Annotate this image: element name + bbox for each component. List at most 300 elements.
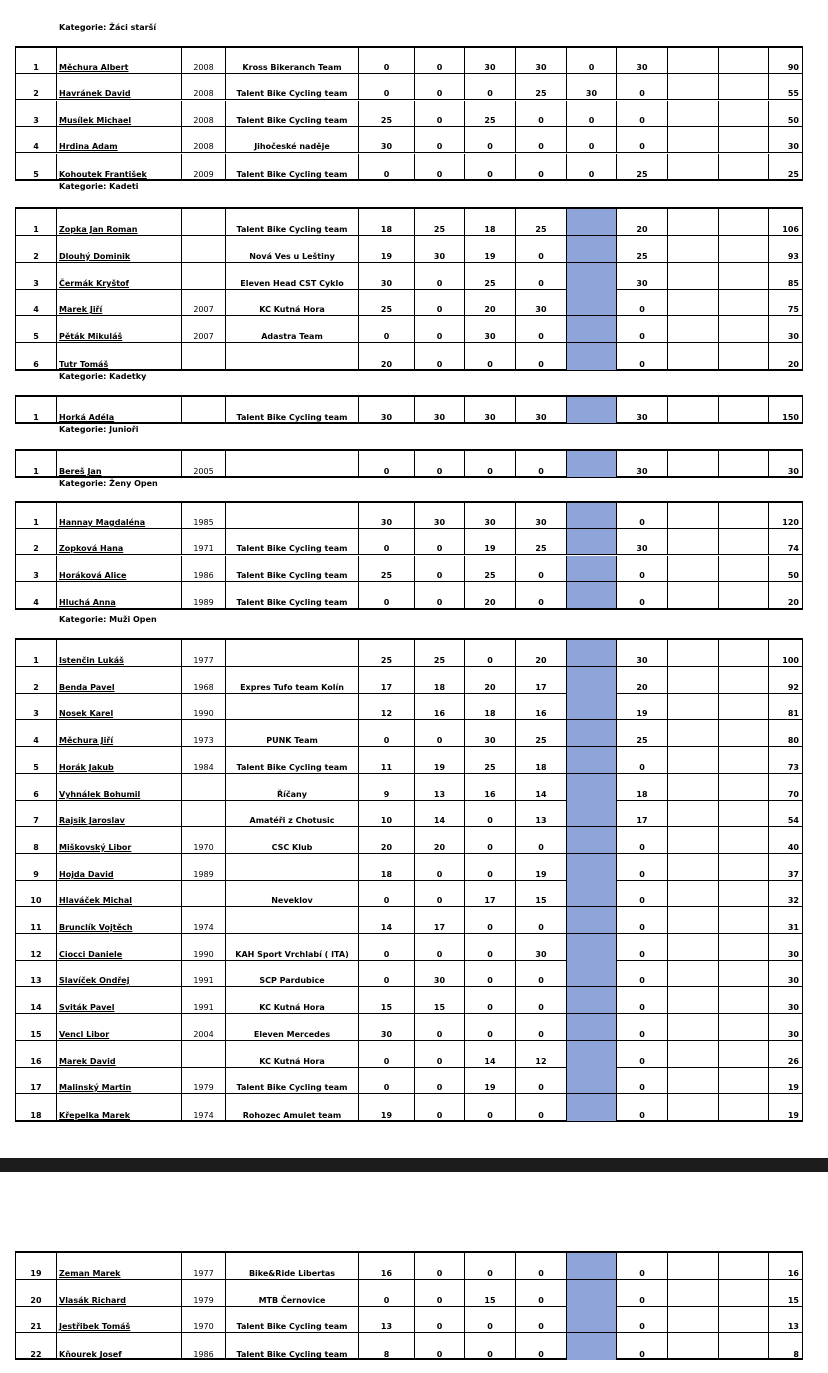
r8-cell [719, 1014, 769, 1040]
r8-cell [719, 1094, 769, 1121]
rank-cell: 19 [16, 1253, 57, 1279]
r5-cell [567, 1067, 617, 1093]
r6-cell: 25 [617, 154, 668, 180]
table-row [16, 854, 802, 881]
name-cell: Kňourek Josef [57, 1333, 182, 1360]
r6-cell: 0 [617, 1094, 668, 1121]
r2-cell: 18 [415, 667, 465, 693]
r3-cell: 17 [465, 880, 516, 906]
rank-cell: 5 [16, 316, 57, 342]
r2-cell: 0 [415, 1253, 465, 1279]
r2-cell: 0 [415, 880, 465, 906]
rank-cell: 11 [16, 907, 57, 933]
r7-cell [668, 154, 719, 180]
rank-cell: 4 [16, 720, 57, 746]
r3-cell: 0 [465, 1333, 516, 1360]
r8-cell [719, 289, 769, 315]
total-cell: 30 [787, 332, 799, 341]
table-row [16, 1094, 802, 1121]
r2-cell: 0 [415, 1067, 465, 1093]
r2-cell: 0 [415, 316, 465, 342]
total-cell: 19 [787, 1111, 799, 1120]
team-cell: Bike&Ride Libertas [226, 1253, 359, 1279]
r5-cell [567, 907, 617, 933]
r1-cell: 0 [359, 451, 415, 477]
r2-cell: 0 [415, 1333, 465, 1360]
r3-cell: 18 [465, 693, 516, 719]
r4-cell: 17 [516, 667, 567, 693]
results-table [15, 46, 803, 181]
r5-cell [567, 934, 617, 960]
r5-cell [567, 747, 617, 773]
year-cell [182, 1041, 226, 1067]
r2-cell: 0 [415, 1014, 465, 1040]
team-cell: CSC Klub [226, 827, 359, 853]
team-cell: Talent Bike Cycling team [226, 397, 359, 423]
rank-cell: 2 [16, 236, 57, 262]
rank-cell: 6 [16, 343, 57, 370]
r4-cell: 0 [516, 1094, 567, 1121]
year-cell [182, 880, 226, 906]
r1-cell: 8 [359, 1333, 415, 1360]
table-row [16, 263, 802, 290]
r3-cell: 18 [465, 209, 516, 235]
total-cell: 19 [787, 1083, 799, 1092]
r1-cell: 0 [359, 960, 415, 986]
r7-cell [668, 1014, 719, 1040]
r3-cell: 0 [465, 907, 516, 933]
r6-cell: 0 [617, 987, 668, 1013]
year-cell: 1979 [182, 1280, 226, 1306]
r7-cell [668, 1067, 719, 1093]
r5-cell [567, 827, 617, 853]
total-cell: 92 [787, 683, 799, 692]
r2-cell: 20 [415, 827, 465, 853]
r5-cell [567, 1014, 617, 1040]
total-cell: 150 [782, 413, 799, 422]
r8-cell [719, 720, 769, 746]
total-cell: 15 [787, 1296, 799, 1305]
name-cell: Horák Jakub [57, 747, 182, 773]
r1-cell: 16 [359, 1253, 415, 1279]
rank-cell: 1 [16, 451, 57, 477]
r5-cell: 30 [567, 74, 617, 99]
year-cell [182, 209, 226, 235]
r4-cell: 12 [516, 1041, 567, 1067]
r6-cell: 17 [617, 800, 668, 826]
rank-cell: 1 [16, 503, 57, 528]
r3-cell: 14 [465, 1041, 516, 1067]
rank-cell: 3 [16, 556, 57, 581]
r5-cell [567, 503, 617, 528]
r7-cell [668, 503, 719, 528]
team-cell: Nová Ves u Leštiny [226, 236, 359, 262]
team-cell: KC Kutná Hora [226, 987, 359, 1013]
r2-cell: 0 [415, 582, 465, 608]
team-cell: MTB Černovice [226, 1280, 359, 1306]
r7-cell [668, 827, 719, 853]
r4-cell: 0 [516, 127, 567, 152]
r8-cell [719, 154, 769, 180]
table-row [16, 451, 802, 477]
r4-cell: 0 [516, 1253, 567, 1279]
results-table [15, 207, 803, 371]
team-cell: Talent Bike Cycling team [226, 747, 359, 773]
total-cell: 70 [787, 790, 799, 799]
name-cell: Dlouhý Dominik [57, 236, 182, 262]
r1-cell: 0 [359, 1280, 415, 1306]
r2-cell: 0 [415, 343, 465, 370]
name-cell: Musílek Michael [57, 101, 182, 126]
rank-cell: 2 [16, 667, 57, 693]
r6-cell: 0 [617, 827, 668, 853]
category-heading: Kategorie: Junioři [59, 425, 139, 434]
r4-cell: 15 [516, 880, 567, 906]
r3-cell: 0 [465, 800, 516, 826]
category-heading: Kategorie: Muži Open [59, 615, 157, 624]
rank-cell: 7 [16, 800, 57, 826]
year-cell: 1977 [182, 1253, 226, 1279]
r4-cell: 0 [516, 1280, 567, 1306]
name-cell: Rajsik Jaroslav [57, 800, 182, 826]
year-cell: 1971 [182, 529, 226, 554]
r7-cell [668, 101, 719, 126]
r6-cell: 19 [617, 693, 668, 719]
total-cell: 30 [787, 1003, 799, 1012]
table-row [16, 934, 802, 961]
rank-cell: 9 [16, 854, 57, 880]
results-table [15, 638, 803, 1122]
r5-cell [567, 987, 617, 1013]
rank-cell: 5 [16, 747, 57, 773]
r2-cell: 25 [415, 640, 465, 666]
r7-cell [668, 934, 719, 960]
r1-cell: 15 [359, 987, 415, 1013]
r7-cell [668, 397, 719, 423]
r1-cell: 0 [359, 74, 415, 99]
r8-cell [719, 1041, 769, 1067]
r5-cell [567, 1306, 617, 1332]
r1-cell: 0 [359, 1041, 415, 1067]
r8-cell [719, 127, 769, 152]
year-cell: 2008 [182, 127, 226, 152]
r4-cell: 0 [516, 987, 567, 1013]
team-cell: Expres Tufo team Kolín [226, 667, 359, 693]
name-cell: Hlaváček Michal [57, 880, 182, 906]
r6-cell: 18 [617, 774, 668, 800]
table-row [16, 503, 802, 529]
r2-cell: 16 [415, 693, 465, 719]
r3-cell: 0 [465, 827, 516, 853]
rank-cell: 15 [16, 1014, 57, 1040]
year-cell: 1990 [182, 934, 226, 960]
r7-cell [668, 263, 719, 289]
total-cell: 81 [787, 709, 799, 718]
name-cell: Marek David [57, 1041, 182, 1067]
r5-cell [567, 529, 617, 554]
team-cell: Neveklov [226, 880, 359, 906]
name-cell: Pěták Mikuláš [57, 316, 182, 342]
rank-cell: 4 [16, 127, 57, 152]
name-cell: Miškovský Libor [57, 827, 182, 853]
r8-cell [719, 854, 769, 880]
name-cell: Křepelka Marek [57, 1094, 182, 1121]
r2-cell: 0 [415, 289, 465, 315]
team-cell: KAH Sport Vrchlabí ( ITA) [226, 934, 359, 960]
r7-cell [668, 48, 719, 73]
total-cell: 54 [787, 816, 799, 825]
r2-cell: 0 [415, 1280, 465, 1306]
r7-cell [668, 747, 719, 773]
r1-cell: 11 [359, 747, 415, 773]
table-row [16, 236, 802, 263]
name-cell: Tutr Tomáš [57, 343, 182, 370]
total-cell: 55 [787, 89, 799, 98]
r2-cell: 14 [415, 800, 465, 826]
r6-cell: 0 [617, 1306, 668, 1332]
r6-cell: 30 [617, 640, 668, 666]
year-cell: 2007 [182, 289, 226, 315]
r1-cell: 0 [359, 529, 415, 554]
year-cell: 1973 [182, 720, 226, 746]
team-cell: SCP Pardubice [226, 960, 359, 986]
r6-cell: 20 [617, 667, 668, 693]
r8-cell [719, 263, 769, 289]
r7-cell [668, 1280, 719, 1306]
r3-cell: 15 [465, 1280, 516, 1306]
r5-cell [567, 880, 617, 906]
total-cell: 74 [787, 544, 799, 553]
r4-cell: 0 [516, 154, 567, 180]
name-cell: Ciocci Daniele [57, 934, 182, 960]
table-row [16, 1041, 802, 1068]
r2-cell: 30 [415, 960, 465, 986]
r3-cell: 25 [465, 263, 516, 289]
total-cell: 25 [787, 170, 799, 179]
r4-cell: 0 [516, 960, 567, 986]
r2-cell: 17 [415, 907, 465, 933]
table-row [16, 1253, 802, 1280]
rank-cell: 13 [16, 960, 57, 986]
r2-cell: 0 [415, 451, 465, 477]
r1-cell: 0 [359, 934, 415, 960]
r6-cell: 30 [617, 263, 668, 289]
total-cell: 20 [787, 360, 799, 369]
r8-cell [719, 503, 769, 528]
r1-cell: 0 [359, 154, 415, 180]
year-cell: 1989 [182, 582, 226, 608]
r5-cell: 0 [567, 154, 617, 180]
r1-cell: 17 [359, 667, 415, 693]
r1-cell: 25 [359, 101, 415, 126]
r4-cell: 13 [516, 800, 567, 826]
r3-cell: 0 [465, 1253, 516, 1279]
r8-cell [719, 343, 769, 370]
r2-cell: 0 [415, 48, 465, 73]
r2-cell: 0 [415, 263, 465, 289]
total-cell: 26 [787, 1057, 799, 1066]
total-cell: 30 [787, 1030, 799, 1039]
name-cell: Sviták Pavel [57, 987, 182, 1013]
r5-cell: 0 [567, 127, 617, 152]
r8-cell [719, 1253, 769, 1279]
year-cell [182, 343, 226, 370]
r4-cell: 19 [516, 854, 567, 880]
r6-cell: 30 [617, 397, 668, 423]
rank-cell: 4 [16, 582, 57, 608]
r6-cell: 0 [617, 503, 668, 528]
r3-cell: 0 [465, 987, 516, 1013]
team-cell: Talent Bike Cycling team [226, 74, 359, 99]
team-cell: Talent Bike Cycling team [226, 1333, 359, 1360]
year-cell: 1970 [182, 827, 226, 853]
table-row [16, 1014, 802, 1041]
r1-cell: 9 [359, 774, 415, 800]
r5-cell [567, 289, 617, 315]
team-cell: Kross Bikeranch Team [226, 48, 359, 73]
r6-cell: 30 [617, 451, 668, 477]
r8-cell [719, 74, 769, 99]
r2-cell: 0 [415, 1094, 465, 1121]
r3-cell: 0 [465, 934, 516, 960]
name-cell: Zopková Hana [57, 529, 182, 554]
total-cell: 80 [787, 736, 799, 745]
r4-cell: 0 [516, 1333, 567, 1360]
total-cell: 40 [787, 843, 799, 852]
r7-cell [668, 1094, 719, 1121]
r5-cell [567, 720, 617, 746]
name-cell: Horáková Alice [57, 556, 182, 581]
name-cell: Slavíček Ondřej [57, 960, 182, 986]
r5-cell [567, 556, 617, 581]
name-cell: Malinský Martin [57, 1067, 182, 1093]
r5-cell [567, 1041, 617, 1067]
r3-cell: 20 [465, 582, 516, 608]
year-cell: 2008 [182, 101, 226, 126]
rank-cell: 18 [16, 1094, 57, 1121]
total-cell: 8 [793, 1350, 799, 1359]
year-cell: 1986 [182, 1333, 226, 1360]
name-cell: Měchura Jiří [57, 720, 182, 746]
r8-cell [719, 48, 769, 73]
r2-cell: 0 [415, 101, 465, 126]
r7-cell [668, 127, 719, 152]
name-cell: Horká Adéla [57, 397, 182, 423]
r6-cell: 0 [617, 934, 668, 960]
name-cell: Hrdina Adam [57, 127, 182, 152]
r4-cell: 0 [516, 556, 567, 581]
total-cell: 75 [787, 305, 799, 314]
r7-cell [668, 880, 719, 906]
r7-cell [668, 800, 719, 826]
rank-cell: 21 [16, 1306, 57, 1332]
r2-cell: 0 [415, 529, 465, 554]
r5-cell [567, 1333, 617, 1360]
r5-cell [567, 693, 617, 719]
name-cell: Istenčin Lukáš [57, 640, 182, 666]
r6-cell: 20 [617, 209, 668, 235]
results-table [15, 449, 803, 478]
r3-cell: 19 [465, 1067, 516, 1093]
table-row [16, 48, 802, 74]
r3-cell: 16 [465, 774, 516, 800]
table-row [16, 774, 802, 801]
team-cell: Talent Bike Cycling team [226, 1306, 359, 1332]
r8-cell [719, 101, 769, 126]
r8-cell [719, 582, 769, 608]
team-cell [226, 854, 359, 880]
year-cell: 1970 [182, 1306, 226, 1332]
r6-cell: 0 [617, 1280, 668, 1306]
r3-cell: 25 [465, 101, 516, 126]
year-cell: 1985 [182, 503, 226, 528]
r5-cell [567, 209, 617, 235]
team-cell: Eleven Mercedes [226, 1014, 359, 1040]
r1-cell: 0 [359, 582, 415, 608]
r1-cell: 20 [359, 827, 415, 853]
name-cell: Jestřibek Tomáš [57, 1306, 182, 1332]
r3-cell: 25 [465, 556, 516, 581]
rank-cell: 6 [16, 774, 57, 800]
rank-cell: 3 [16, 693, 57, 719]
total-cell: 50 [787, 116, 799, 125]
team-cell: Talent Bike Cycling team [226, 529, 359, 554]
category-heading: Kategorie: Žáci starší [59, 23, 157, 32]
r1-cell: 18 [359, 854, 415, 880]
r6-cell: 0 [617, 1253, 668, 1279]
r8-cell [719, 987, 769, 1013]
rank-cell: 1 [16, 640, 57, 666]
r7-cell [668, 720, 719, 746]
r4-cell: 0 [516, 343, 567, 370]
r5-cell [567, 800, 617, 826]
r5-cell [567, 451, 617, 477]
team-cell [226, 343, 359, 370]
name-cell: Vlasák Richard [57, 1280, 182, 1306]
r3-cell: 30 [465, 316, 516, 342]
team-cell [226, 640, 359, 666]
r4-cell: 25 [516, 209, 567, 235]
total-cell: 120 [782, 518, 799, 527]
r8-cell [719, 934, 769, 960]
r8-cell [719, 800, 769, 826]
r4-cell: 30 [516, 503, 567, 528]
year-cell [182, 800, 226, 826]
team-cell [226, 907, 359, 933]
r1-cell: 0 [359, 1067, 415, 1093]
r6-cell: 0 [617, 316, 668, 342]
r7-cell [668, 451, 719, 477]
r4-cell: 0 [516, 101, 567, 126]
r1-cell: 25 [359, 556, 415, 581]
r6-cell: 0 [617, 880, 668, 906]
r5-cell [567, 397, 617, 423]
r1-cell: 0 [359, 316, 415, 342]
r3-cell: 0 [465, 451, 516, 477]
r2-cell: 13 [415, 774, 465, 800]
table-row [16, 127, 802, 153]
r4-cell: 0 [516, 907, 567, 933]
rank-cell: 14 [16, 987, 57, 1013]
year-cell: 2008 [182, 48, 226, 73]
r4-cell: 30 [516, 289, 567, 315]
r6-cell: 0 [617, 1014, 668, 1040]
r6-cell: 25 [617, 236, 668, 262]
table-row [16, 667, 802, 694]
table-row [16, 1067, 802, 1094]
r7-cell [668, 1333, 719, 1360]
name-cell: Brunclík Vojtěch [57, 907, 182, 933]
